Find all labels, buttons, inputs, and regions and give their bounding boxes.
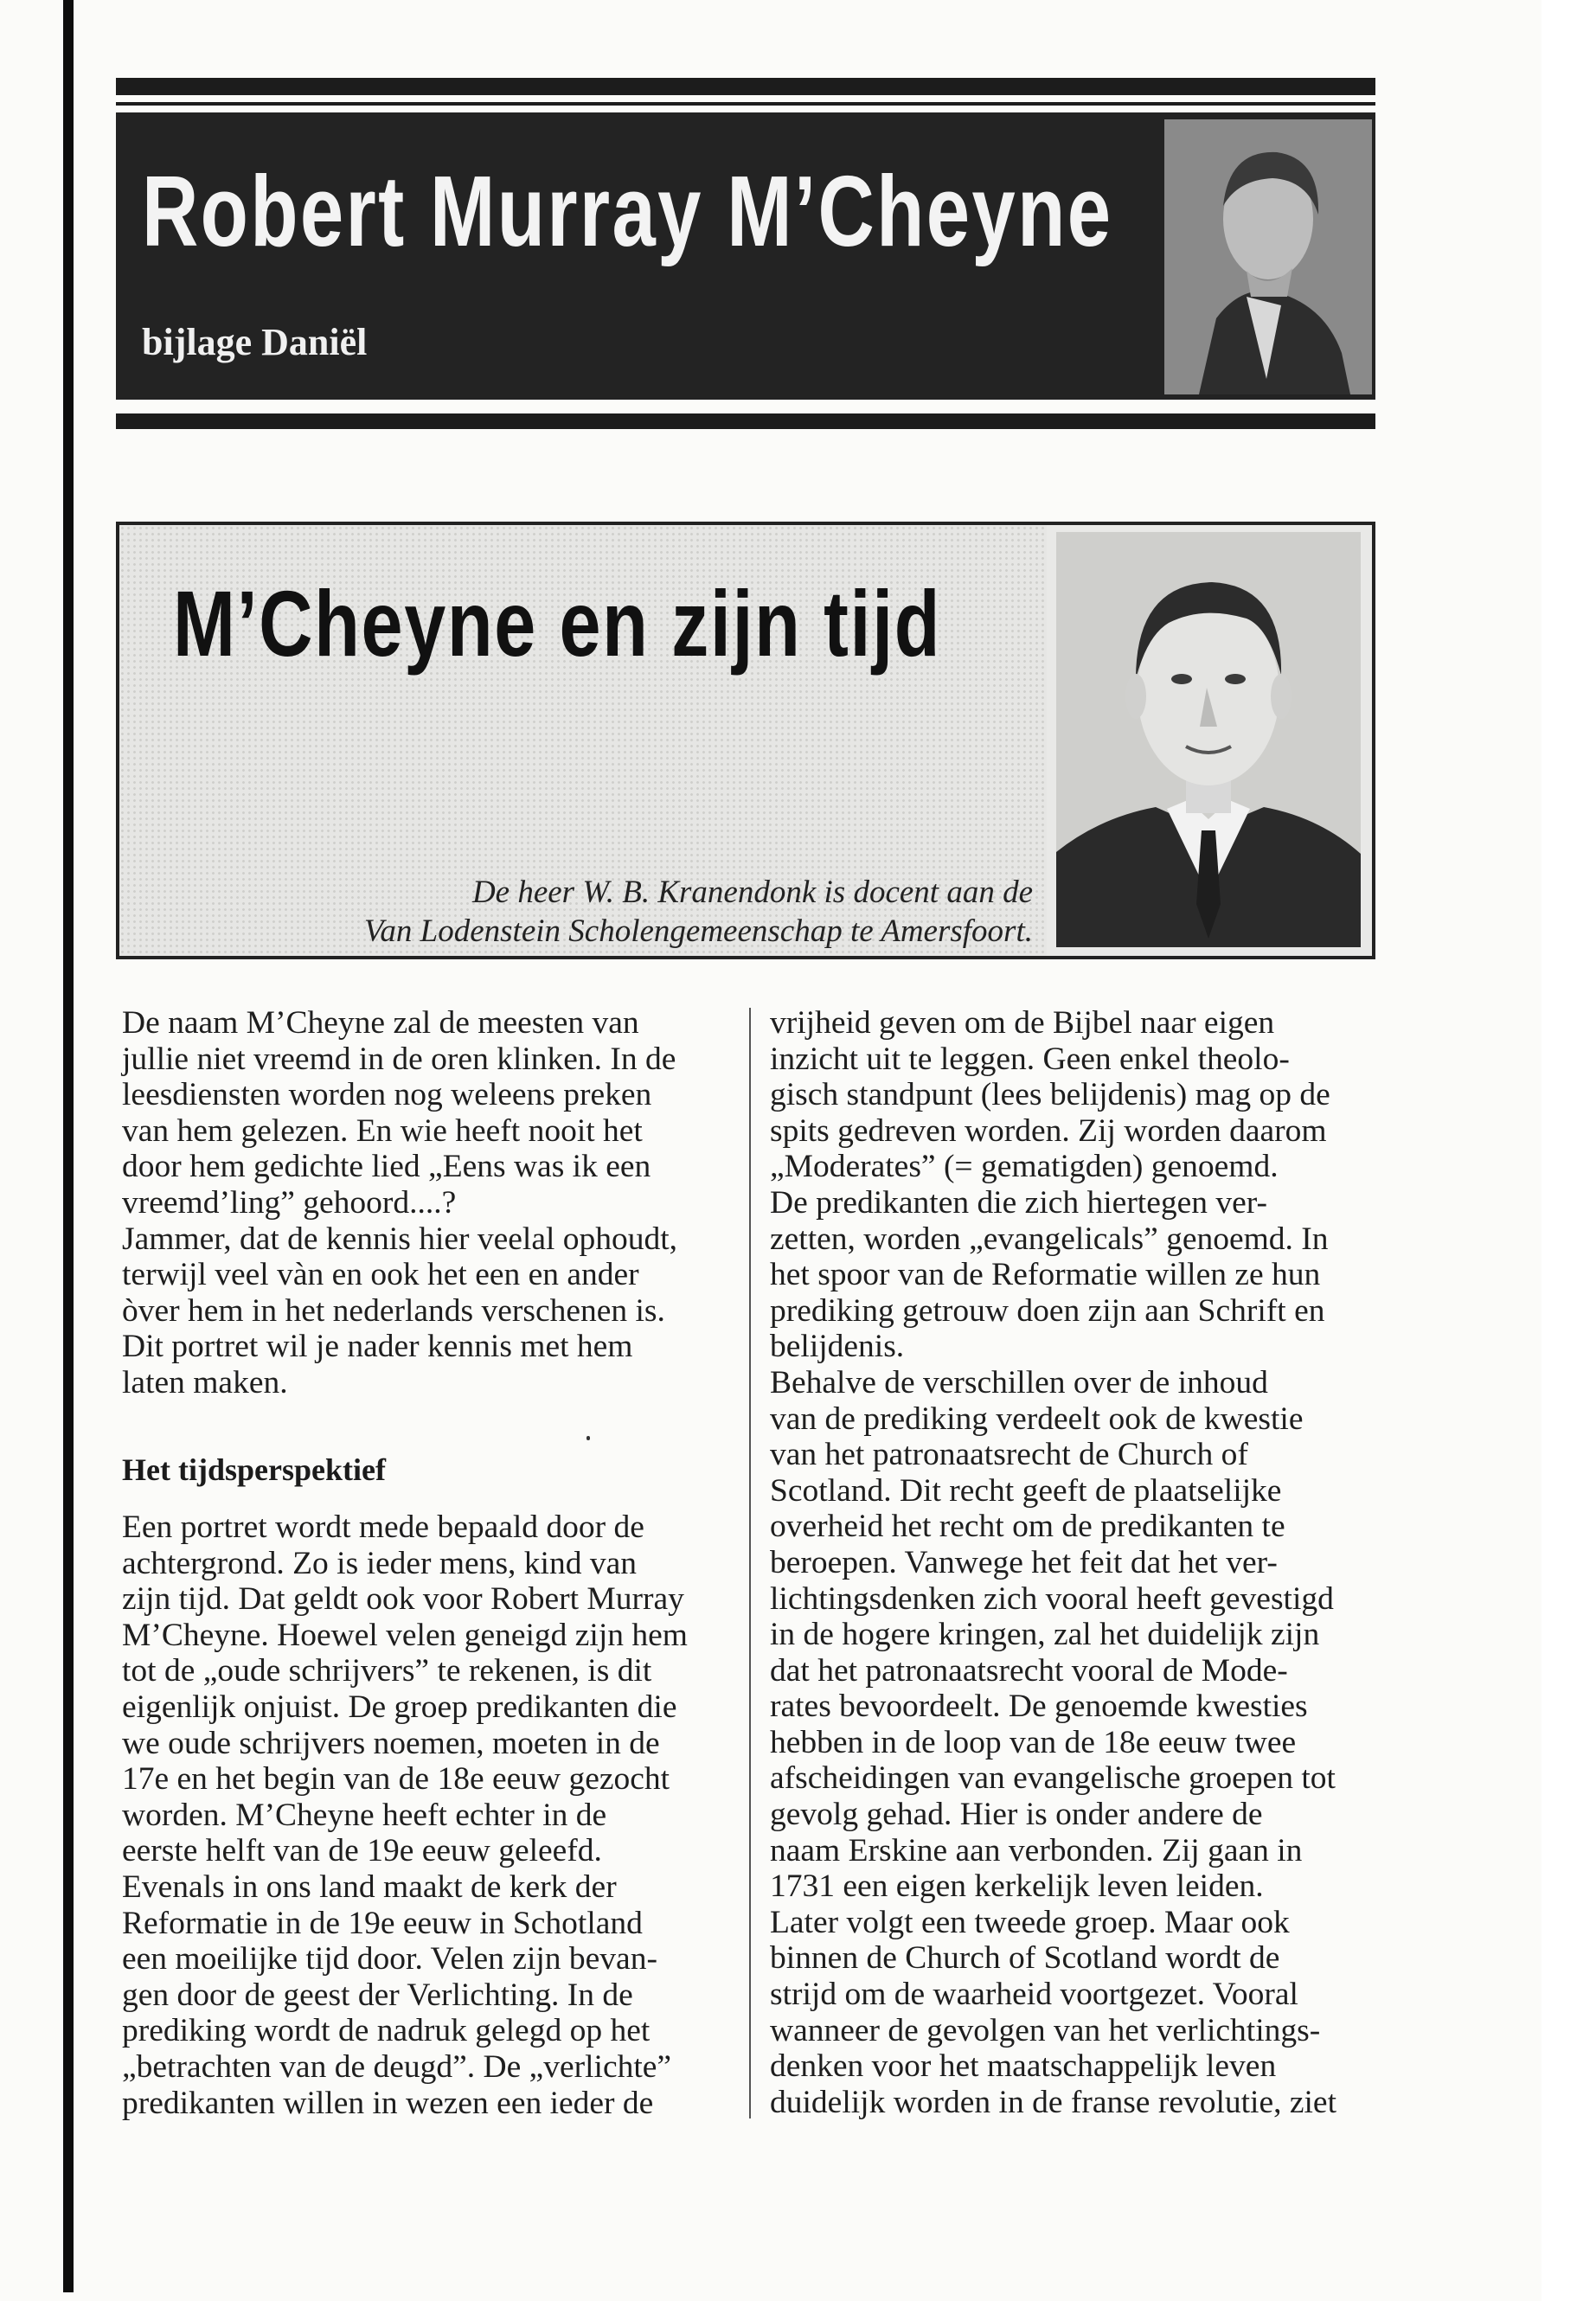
header-rule-top [116,78,1375,95]
article-title-box [116,522,1375,959]
text-line: achtergrond. Zo is ieder mens, kind van [122,1545,637,1581]
text-line: Behalve de verschillen over de inhoud [770,1364,1268,1400]
text-line: terwijl veel vàn en ook het een en ander [122,1257,639,1293]
mcheyne-portrait-drawing [1164,119,1372,394]
text-line: De naam M’Cheyne zal de meesten van [122,1005,639,1041]
text-line: vrijheid geven om de Bijbel naar eigen [770,1005,1275,1041]
text-line: duidelijk worden in de franse revolutie, ziet [770,2084,1336,2120]
text-line: Jammer, dat de kennis hier veelal ophoudt, [122,1221,678,1257]
text-line: òver hem in het nederlands verschenen is. [122,1292,665,1329]
text-line: jullie niet vreemd in de oren klinken. In de [122,1041,676,1077]
text-line: gevolg gehad. Hier is onder andere de [770,1797,1263,1833]
text-line: „betrachten van de deugd”. De „verlichte” [122,2048,672,2085]
text-line: Een portret wordt mede bepaald door de [122,1509,644,1545]
text-line: afscheidingen van evangelische groepen tot [770,1760,1336,1797]
text-line: 1731 een eigen kerkelijk leven leiden. [770,1868,1264,1905]
text-line: leesdiensten worden nog weleens preken [122,1077,652,1113]
text-line: dat het patronaatsrecht vooral de Mode- [770,1652,1288,1689]
header-banner [116,112,1375,400]
author-caption [364,873,1033,951]
section-heading: Het tijdsperspektief [122,1452,386,1487]
body-column-right [770,1005,1427,2120]
header-rule-bottom [116,413,1375,429]
text-line: van de prediking verdeelt ook de kwestie [770,1400,1304,1437]
text-line: 17e en het begin van de 18e eeuw gezocht [122,1761,670,1798]
text-line: Dit portret wil je nader kennis met hem [122,1329,633,1365]
text-line: prediking getrouw doen zijn aan Schrift en [770,1292,1325,1329]
article-title: M’Cheyne en zijn tijd [173,571,942,676]
text-line: worden. M’Cheyne heeft echter in de [122,1797,607,1833]
text-line: spits gedreven worden. Zij worden daarom [770,1112,1327,1149]
text-line: gen door de geest der Verlichting. In de [122,1977,633,2013]
text-line: binnen de Church of Scotland wordt de [770,1940,1280,1977]
page-spine-shadow [63,0,74,2292]
column-divider [749,1008,751,2118]
text-line: rates bevoordeelt. De genoemde kwesties [770,1689,1308,1725]
text-line: hebben in de loop van de 18e eeuw twee [770,1724,1297,1760]
text-line: De predikanten die zich hiertegen ver- [770,1184,1268,1221]
text-line: „Moderates” (= gematigden) genoemd. [770,1149,1279,1185]
caption-line: Van Lodenstein Scholengemeenschap te Amersfoort. [363,913,1033,949]
text-line: eigenlijk onjuist. De groep predikanten die [122,1689,677,1725]
text-line: Later volgt een tweede groep. Maar ook [770,1904,1290,1940]
text-line: prediking wordt de nadruk gelegd op het [122,2013,651,2049]
text-line: denken voor het maatschappelijk leven [770,2048,1277,2085]
text-line: eerste helft van de 19e eeuw geleefd. [122,1833,602,1869]
text-line: naam Erskine aan verbonden. Zij gaan in [770,1832,1303,1868]
text-line: overheid het recht om de predikanten te [770,1509,1285,1545]
body-column-left-intro [122,1005,745,1401]
text-line: Scotland. Dit recht geeft de plaatselijke [770,1472,1282,1509]
print-speck [586,1436,590,1440]
author-portrait-image [1056,532,1361,947]
mcheyne-portrait-image [1164,119,1372,394]
caption-line: De heer W. B. Kranendonk is docent aan de [471,875,1033,910]
text-line: zetten, worden „evangelicals” genoemd. In [770,1221,1329,1257]
text-line: het spoor van de Reformatie willen ze hun [770,1257,1321,1293]
text-line: inzicht uit te leggen. Geen enkel theolo- [770,1041,1290,1077]
text-line: door hem gedichte lied „Eens was ik een [122,1149,651,1185]
text-line: laten maken. [122,1364,288,1400]
text-line: vreemd’ling” gehoord....? [122,1184,457,1221]
header-rule-top-thin [116,102,1375,106]
series-subtitle: bijlage Daniël [142,321,368,363]
text-line: beroepen. Vanwege het feit dat het ver- [770,1544,1278,1580]
text-line: strijd om de waarheid voortgezet. Vooral [770,1977,1298,2013]
text-line: we oude schrijvers noemen, moeten in de [122,1725,660,1761]
text-line: van hem gelezen. En wie heeft nooit het [122,1112,643,1149]
text-line: lichtingsdenken zich vooral heeft gevestigd [770,1580,1334,1617]
series-title: Robert Murray M’Cheyne [142,155,1113,267]
text-line: in de hogere kringen, zal het duidelijk zijn [770,1617,1320,1653]
text-line: belijdenis. [770,1329,905,1365]
text-line: M’Cheyne. Hoewel velen geneigd zijn hem [122,1617,688,1653]
text-line: Evenals in ons land maakt de kerk der [122,1868,617,1905]
text-line: een moeilijke tijd door. Velen zijn bevan- [122,1941,657,1977]
text-line: gisch standpunt (lees belijdenis) mag op de [770,1077,1330,1113]
text-line: predikanten willen in wezen een ieder de [122,2085,654,2121]
text-line: zijn tijd. Dat geldt ook voor Robert Murray [122,1581,684,1618]
body-column-left [122,1509,745,2121]
text-line: van het patronaatsrecht de Church of [770,1437,1248,1473]
author-portrait-drawing [1056,532,1361,947]
text-line: Reformatie in de 19e eeuw in Schotland [122,1905,643,1941]
text-line: tot de „oude schrijvers” te rekenen, is dit [122,1653,652,1689]
text-line: wanneer de gevolgen van het verlichtings- [770,2012,1321,2048]
page-outer-margin [1542,0,1596,2301]
